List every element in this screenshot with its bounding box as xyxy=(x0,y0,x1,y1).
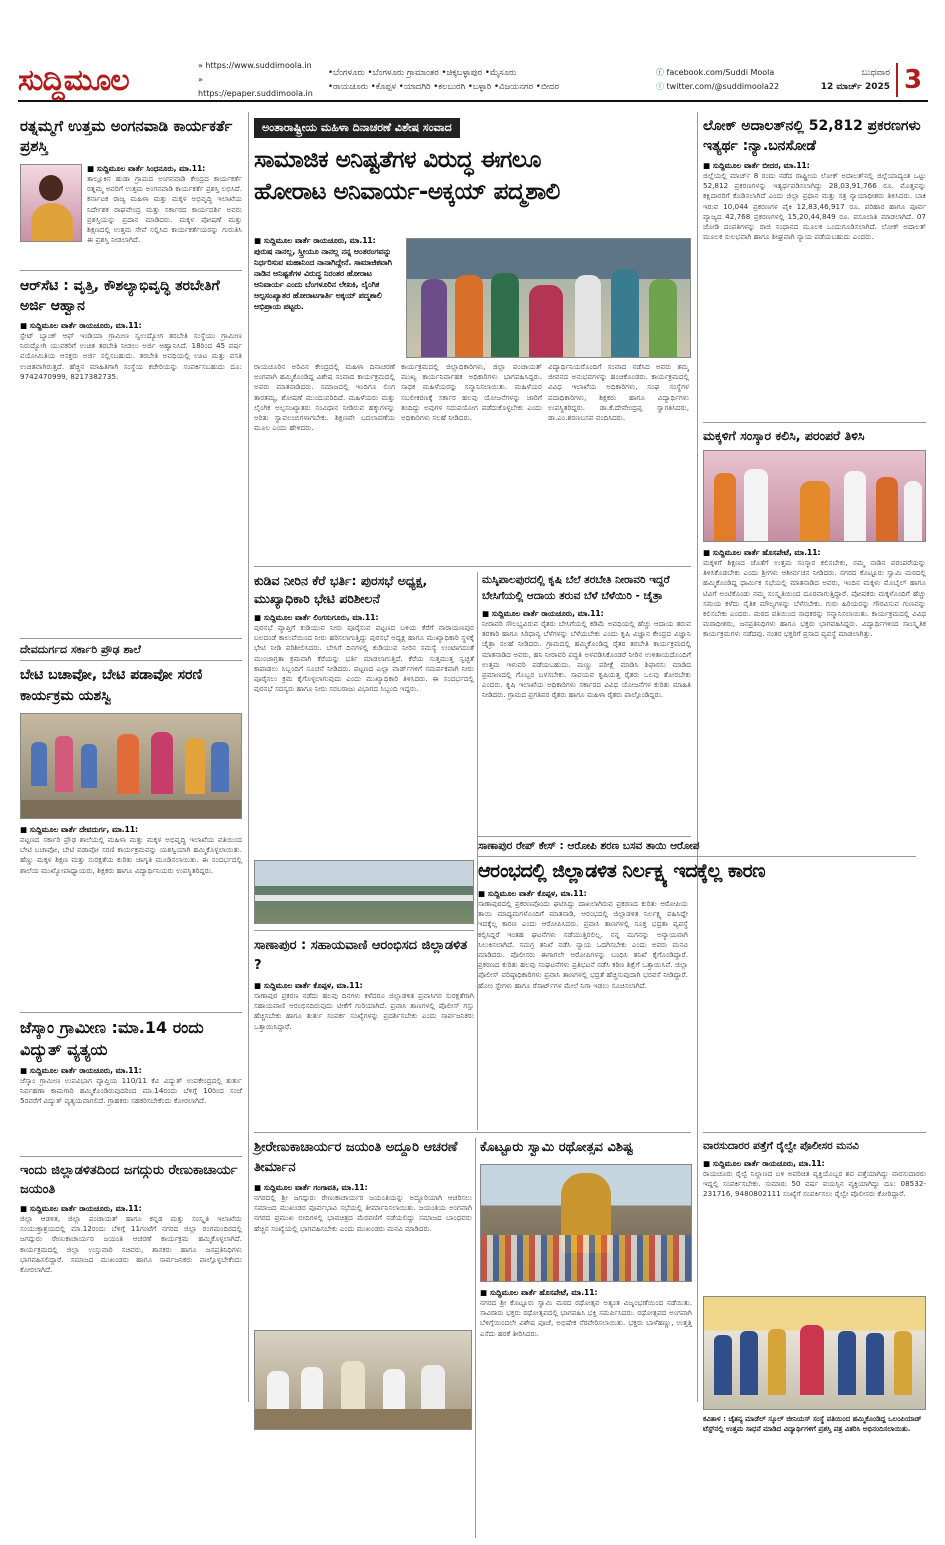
story-body: ಪುರಸಭೆ ವ್ಯಾಪ್ತಿಗೆ ಕುಡಿಯುವ ನೀರು ಪೂರೈಸುವ ಪಟ್ಟಣದ ಬಳಿಯ ಕೆರೆಗೆ ನಾರಾಯಣಪುರ ಬಲದಂಡೆ ಕಾಲುವೆಯಿಂದ ನೀರು ಹರಿಸಲಾಗುತ್ತಿದ್ದು ಪುರಸಭೆ ಅಧ್ಯಕ್ಷ ಹಾಗೂ ಮುಖ್ಯಾಧಿಕಾರಿ ಸ್ಥಳಕ್ಕೆ ಭೇಟಿ ನೀಡಿ ಪರಿಶೀಲಿಸಿದರು. ಬೇಸಿಗೆ ದಿನಗಳಲ್ಲಿ ಕುಡಿಯುವ ನೀರಿನ ಸಮಸ್ಯೆ ಉಂಟಾಗದಂತೆ ಮುಂಜಾಗ್ರತಾ ಕ್ರಮವಾಗಿ ಕೆರೆಯನ್ನು ಭರ್ತಿ ಮಾಡಲಾಗುತ್ತಿದೆ. ಕೆರೆಯ ಸುತ್ತಮುತ್ತ ಸ್ವಚ್ಛತೆ ಕಾಪಾಡಲು ಸಿಬ್ಬಂದಿಗೆ ಸೂಚನೆ ನೀಡಿದರು. ಪಟ್ಟಣದ ಎಲ್ಲಾ ವಾರ್ಡ್‌ಗಳಿಗೆ ಸಮರ್ಪಕವಾಗಿ ನೀರು ಪೂರೈಸಲು ಕ್ರಮ ಕೈಗೊಳ್ಳಲಾಗುವುದು ಎಂದು ಮುಖ್ಯಾಧಿಕಾರಿ ತಿಳಿಸಿದರು. ಈ ಸಂದರ್ಭದಲ್ಲಿ ಪುರಸಭೆ ಸದಸ್ಯರು ಹಾಗೂ ನೀರು ಸರಬರಾಜು ವಿಭಾಗದ ಸಿಬ್ಬಂದಿ ಇದ್ದರು. xyxy=(254,623,474,694)
story-sanskara-text xyxy=(703,548,926,838)
story-divider xyxy=(20,270,242,271)
story-kicker: ಸಾಣಾಪುರ ರೇಪ್ ಕೇಸ್ : ಆರೋಪಿ ಶರಣ ಬಸವ ತಾಯಿ ಆರೋಪ xyxy=(478,840,916,857)
lead-intro-text: ಪುರುಷ ನಾನಲ್ಲ, ಸ್ತ್ರೀಯೂ ನಾನಲ್ಲ ನನ್ನ ಅಂತರಂಗವನ್ನು ನಿರ್ಧರಿಸುವ ಮಹಾನಿಂದ ನಾನಾಗಿದ್ದೇನೆ. ಸಾಮಾಜಿಕವಾಗಿ ನಾಡಿನ ಅನಿಷ್ಟತೆಗಳ ವಿರುದ್ಧ ನಿರಂತರ ಹೋರಾಟ ಅನಿವಾರ್ಯ ಎಂದು ಬೆಂಗಳೂರಿನ ಲೇಖಕಿ, ಲೈಂಗಿಕ ಅಲ್ಪಸಂಖ್ಯಾತರ ಹೋರಾಟಗಾರ್ತಿ ಅಕ್ಕಯ್ ಪದ್ಮಶಾಲಿ ಅಭಿಪ್ರಾಯ ಪಟ್ಟರು. xyxy=(254,247,392,311)
story-divider xyxy=(20,1156,242,1157)
story-title: ಮಸ್ಕಿಪಾಲಪುರದಲ್ಲಿ ಕೃಷಿ ಬೆಲೆ ತರಬೇತಿ ನೀರಾವರಿ ಇದ್ದರೆ ಬೇಸಿಗೆಯಲ್ಲಿ ಆದಾಯ ತರುವ ಬೆಳೆ ಬೆಳೆಯಿರಿ - ಚೈತ್ರಾ xyxy=(482,574,670,602)
page-number: 3 xyxy=(896,63,928,97)
story-body: ಸಾಣಾಪುರದಲ್ಲಿ ಪ್ರಕರಣವೊಂದು ಘಟಿಸಿದ್ದು ದಾಖಲಾಗಿರುವ ಪ್ರಕರಣದ ಕುರಿತು ಆರೋಪಿಯ ತಾಯಿ ಮಾಧ್ಯಮಗಳೊಂದಿಗೆ ಮಾತನಾಡಿ, ಆರಂಭದಲ್ಲಿ ಜಿಲ್ಲಾಡಳಿತ ನಿರ್ಲಕ್ಷ್ಯ ವಹಿಸಿದ್ದೇ ಇದಕ್ಕೆಲ್ಲ ಕಾರಣ ಎಂದು ಆರೋಪಿಸಿದರು. ಪ್ರವಾಸಿ ತಾಣಗಳಲ್ಲಿ ಸೂಕ್ತ ಭದ್ರತಾ ವ್ಯವಸ್ಥೆ ಕಲ್ಪಿಸಿದ್ದರೆ ಇಂತಹ ಘಟನೆಗಳು ನಡೆಯುತ್ತಿರಲಿಲ್ಲ. ನನ್ನ ಮಗನನ್ನು ಅನ್ಯಾಯವಾಗಿ ಸಿಲುಕಿಸಲಾಗಿದೆ. ಸಮಗ್ರ ತನಿಖೆ ನಡೆಸಿ ನ್ಯಾಯ ಒದಗಿಸಬೇಕು ಎಂದು ಅವರು ಮನವಿ ಮಾಡಿದರು. ಪೊಲೀಸರು ಈಗಾಗಲೇ ಆರೋಪಿಗಳನ್ನು ಬಂಧಿಸಿ ತನಿಖೆ ಕೈಗೊಂಡಿದ್ದಾರೆ. ಪ್ರಕರಣದ ಕುರಿತು ಹಲವು ಸಂಘಟನೆಗಳು ಪ್ರತಿಭಟನೆ ನಡೆಸಿ ಕಠಿಣ ಶಿಕ್ಷೆಗೆ ಒತ್ತಾಯಿಸಿವೆ. ಜಿಲ್ಲಾ ಪೊಲೀಸ್ ವರಿಷ್ಠಾಧಿಕಾರಿಗಳು ಪ್ರವಾಸಿ ತಾಣಗಳಲ್ಲಿ ಭದ್ರತೆ ಹೆಚ್ಚಿಸುವುದಾಗಿ ಭರವಸೆ ನೀಡಿದ್ದಾರೆ. ಹೋಂ ಸ್ಟೇಗಳು ಹಾಗೂ ರೆಸಾರ್ಟ್‌ಗಳ ಮೇಲೆ ನಿಗಾ ಇಡಲು ಸೂಚಿಸಲಾಗಿದೆ. xyxy=(478,899,688,990)
story-title: ಆರಂಭದಲ್ಲಿ ಜಿಲ್ಲಾಡಳಿತ ನಿರ್ಲಕ್ಷ್ಯ ಇದಕ್ಕೆಲ್ಲ ಕಾರಣ xyxy=(478,860,766,882)
story-body: ನೀರಾವರಿ ಸೌಲಭ್ಯವಿರುವ ರೈತರು ಬೇಸಿಗೆಯಲ್ಲಿ ಕಡಿಮೆ ಅವಧಿಯಲ್ಲಿ ಹೆಚ್ಚು ಆದಾಯ ತರುವ ತರಕಾರಿ ಹಾಗೂ ಸಿರಿಧಾನ್ಯ ಬೆಳೆಗಳನ್ನು ಬೆಳೆಯಬೇಕು ಎಂದು ಕೃಷಿ ವಿಜ್ಞಾನ ಕೇಂದ್ರದ ವಿಜ್ಞಾನಿ ಚೈತ್ರಾ ಸಲಹೆ ನೀಡಿದರು. ಗ್ರಾಮದಲ್ಲಿ ಹಮ್ಮಿಕೊಂಡಿದ್ದ ರೈತರ ತರಬೇತಿ ಕಾರ್ಯಕ್ರಮದಲ್ಲಿ ಮಾತನಾಡಿದ ಅವರು, ಹನಿ ನೀರಾವರಿ ಪದ್ಧತಿ ಅಳವಡಿಸಿಕೊಂಡರೆ ನೀರಿನ ಉಳಿತಾಯದೊಂದಿಗೆ ಉತ್ತಮ ಇಳುವರಿ ಪಡೆಯಬಹುದು. ಮಣ್ಣು ಪರೀಕ್ಷೆ ಮಾಡಿಸಿ ಶಿಫಾರಸು ಮಾಡಿದ ಪ್ರಮಾಣದಲ್ಲಿ ಗೊಬ್ಬರ ಬಳಸಬೇಕು. ಸಾವಯವ ಕೃಷಿಯತ್ತ ರೈತರು ಒಲವು ತೋರಬೇಕು ಎಂದರು. ಕೃಷಿ ಇಲಾಖೆಯ ಅಧಿಕಾರಿಗಳು ಸರ್ಕಾರದ ವಿವಿಧ ಯೋಜನೆಗಳ ಕುರಿತು ಮಾಹಿತಿ ನೀಡಿದರು. ಗ್ರಾಮದ ಪ್ರಗತಿಪರ ರೈತರು ಹಾಗೂ ಮಹಿಳಾ ರೈತರು ಪಾಲ್ಗೊಂಡಿದ್ದರು. xyxy=(482,619,691,700)
story-title: ಸಾಣಾಪುರ : ಸಹಾಯವಾಣಿ ಆರಂಭಿಸದ ಜಿಲ್ಲಾಡಳಿತ ? xyxy=(254,938,468,973)
story-kottur-text xyxy=(480,1288,692,1420)
newspaper-logo: ಸುದ್ದಿಮೂಲ xyxy=(18,62,129,98)
story-divider xyxy=(20,1012,242,1013)
story-body: ಮಕ್ಕಳಿಗೆ ಶಿಕ್ಷಣದ ಜೊತೆಗೆ ಉತ್ತಮ ಸಂಸ್ಕಾರ ಕಲಿಸಬೇಕು, ನಮ್ಮ ನಾಡಿನ ಪರಂಪರೆಯನ್ನು ತಿಳಿಸಿಕೊಡಬೇಕು ಎಂದು ಶ್ರೀಗಳು ಆಶೀರ್ವಚನ ನೀಡಿದರು. ನಗರದ ಕೊಟ್ಟೂರು ಸ್ವಾಮಿ ಮಠದಲ್ಲಿ ಹಮ್ಮಿಕೊಂಡಿದ್ದ ಧಾರ್ಮಿಕ ಸಭೆಯಲ್ಲಿ ಮಾತನಾಡಿದ ಅವರು, ಇಂದಿನ ಮಕ್ಕಳು ಮೊಬೈಲ್ ಹಾಗೂ ಟಿವಿಗೆ ಅಂಟಿಕೊಂಡು ನಮ್ಮ ಸಂಸ್ಕೃತಿಯಿಂದ ದೂರವಾಗುತ್ತಿದ್ದಾರೆ. ಪೋಷಕರು ಮಕ್ಕಳೊಂದಿಗೆ ಹೆಚ್ಚು ಸಮಯ ಕಳೆದು ನೈತಿಕ ಮೌಲ್ಯಗಳನ್ನು ಬೆಳೆಸಬೇಕು. ಗುರು ಹಿರಿಯರನ್ನು ಗೌರವಿಸುವ ಗುಣವನ್ನು ಕಲಿಸಬೇಕು ಎಂದರು. ಮಠದ ವತಿಯಿಂದ ಸಾಧಕರನ್ನು ಸನ್ಮಾನಿಸಲಾಯಿತು. ಕಾರ್ಯಕ್ರಮದಲ್ಲಿ ವಿವಿಧ ಮಠಾಧೀಶರು, ಜನಪ್ರತಿನಿಧಿಗಳು ಹಾಗೂ ಭಕ್ತರು ಭಾಗವಹಿಸಿದ್ದರು. ವಿದ್ಯಾರ್ಥಿಗಳಿಂದ ಸಾಂಸ್ಕೃತಿಕ ಕಾರ್ಯಕ್ರಮಗಳು ನಡೆದವು. ನಂತರ ಭಕ್ತರಿಗೆ ಪ್ರಸಾದ ವ್ಯವಸ್ಥೆ ಮಾಡಲಾಗಿತ್ತು. xyxy=(703,558,926,639)
story-dateline: ■ ಸುದ್ದಿಮೂಲ ವಾರ್ತೆ ರಾಯಚೂರು, ಮಾ.11: xyxy=(703,1159,825,1168)
rathotsava-photo xyxy=(480,1164,692,1282)
story-body: ಸ್ಟೇಟ್ ಬ್ಯಾಂಕ್ ಆಫ್ ಇಂಡಿಯಾ ಗ್ರಾಮೀಣ ಸ್ವಉದ್ಯೋಗ ತರಬೇತಿ ಸಂಸ್ಥೆಯು ಗ್ರಾಮೀಣ ನಿರುದ್ಯೋಗಿ ಯುವಕರಿಗೆ ಉಚಿತ ತರಬೇತಿ ನೀಡಲು ಅರ್ಜಿ ಆಹ್ವಾನಿಸಿದೆ. 18ರಿಂದ 45 ವರ್ಷ ವಯೋಮಿತಿಯ ಆಸಕ್ತರು ಅರ್ಜಿ ಸಲ್ಲಿಸಬಹುದು. ತರಬೇತಿ ಅವಧಿಯಲ್ಲಿ ಊಟ ಮತ್ತು ವಸತಿ ಉಚಿತವಾಗಿರುತ್ತದೆ. ಹೆಚ್ಚಿನ ಮಾಹಿತಿಗಾಗಿ ಸಂಸ್ಥೆಯ ಕಚೇರಿಯನ್ನು ಸಂಪರ್ಕಿಸಬಹುದು ದೂ: 9742470999, 8217382735. xyxy=(20,331,242,381)
lead-kicker: ಅಂತಾರಾಷ್ಟ್ರೀಯ ಮಹಿಳಾ ದಿನಾಚರಣೆ ವಿಶೇಷ ಸಂವಾದ xyxy=(254,118,460,138)
story-sanskara xyxy=(703,427,926,445)
story-title: ಬೇಟಿ ಬಚಾವೋ, ಬೇಟಿ ಪಡಾವೋ ಸರಣಿ ಕಾರ್ಯಕ್ರಮ ಯಶಸ್ವಿ xyxy=(20,667,203,704)
masthead xyxy=(18,60,928,102)
story-dateline: ■ ಸುದ್ದಿಮೂಲ ವಾರ್ತೆ ಕೊಪ್ಪಳ, ಮಾ.11: xyxy=(254,981,363,990)
story-beti-bachao xyxy=(20,643,242,953)
story-body: ಜಿಲ್ಲೆಯಲ್ಲಿ ಮಾರ್ಚ್ 8 ರಂದು ನಡೆದ ರಾಷ್ಟ್ರೀಯ ಲೋಕ್ ಅದಾಲತ್‌ನಲ್ಲಿ ಜಿಲ್ಲೆಯಾದ್ಯಂತ ಒಟ್ಟು 52,812 ಪ್ರಕರಣಗಳನ್ನು ಇತ್ಯರ್ಥಪಡಿಸಲಾಗಿದ್ದು 28,03,91,766 ರೂ. ಮೊತ್ತವನ್ನು ಕಕ್ಷಿದಾರರಿಗೆ ಕೊಡಿಸಲಾಗಿದೆ ಎಂದು ಜಿಲ್ಲಾ ಪ್ರಧಾನ ಮತ್ತು ಸತ್ರ ನ್ಯಾಯಾಧೀಶರು ತಿಳಿಸಿದರು. ಬಾಕಿ ಇರುವ 10,044 ಪ್ರಕರಣಗಳ ಪೈಕಿ 12,83,46,917 ರೂ. ಪರಿಹಾರ ಹಾಗೂ ಪೂರ್ವ ವ್ಯಾಜ್ಯದ 42,768 ಪ್ರಕರಣಗಳಲ್ಲಿ 15,20,44,849 ರೂ. ವಸೂಲಾತಿ ಮಾಡಲಾಗಿದೆ. 07 ಜೋಡಿ ದಂಪತಿಗಳನ್ನು ರಾಜಿ ಸಂಧಾನದ ಮೂಲಕ ಒಂದುಗೂಡಿಸಲಾಗಿದೆ. ಲೋಕ್ ಅದಾಲತ್ ಮೂಲಕ ಸುಲಭವಾಗಿ ಹಾಗೂ ಶೀಘ್ರವಾಗಿ ನ್ಯಾಯ ಪಡೆಯಬಹುದು ಎಂದರು. xyxy=(703,171,926,242)
column-rule xyxy=(475,1138,476,1538)
story-kottur-rathotsava xyxy=(480,1138,692,1158)
story-divider xyxy=(703,422,926,423)
story-renuka-jayanti-celebration xyxy=(254,1138,472,1271)
story-divider xyxy=(20,638,242,639)
story-body: ತಾಲ್ಲೂಕಿನ ಹುಡಾ ಗ್ರಾಮದ ಅಂಗನವಾಡಿ ಕೇಂದ್ರದ ಕಾರ್ಯಕರ್ತೆ ರತ್ನಮ್ಮ ಅವರಿಗೆ ಉತ್ತಮ ಅಂಗನವಾಡಿ ಕಾರ್ಯಕರ್ತೆ ಪ್ರಶಸ್ತಿ ಲಭಿಸಿದೆ. ಕರ್ನಾಟಕ ರಾಜ್ಯ ಮಹಿಳಾ ಮತ್ತು ಮಕ್ಕಳ ಅಭಿವೃದ್ಧಿ ಇಲಾಖೆಯ ನಿರ್ದೇಶಕ ರಾಘವೇಂದ್ರ ಮತ್ತು ಸರ್ಕಾರದ ಕಾರ್ಯದರ್ಶಿ ಅವರು ಪ್ರಶಸ್ತಿಯನ್ನು ಪ್ರದಾನ ಮಾಡಿದರು. ಮಕ್ಕಳ ಪೋಷಣೆ ಮತ್ತು ಶಿಕ್ಷಣದಲ್ಲಿ ಉತ್ತಮ ಸೇವೆ ಸಲ್ಲಿಸಿದ ಕಾರ್ಯಕರ್ತೆಯರನ್ನು ಗುರುತಿಸಿ ಈ ಪ್ರಶಸ್ತಿ ನೀಡಲಾಗಿದೆ. xyxy=(87,174,242,245)
story-divider xyxy=(254,930,474,931)
story-dateline: ■ ಸುದ್ದಿಮೂಲ ವಾರ್ತೆ ದೇವದುರ್ಗ, ಮಾ.11: xyxy=(20,825,139,834)
story-body: ಜೆಸ್ಕಾಂ ಗ್ರಾಮೀಣ ಉಪವಿಭಾಗ ವ್ಯಾಪ್ತಿಯ 110/11 ಕೆವಿ ವಿದ್ಯುತ್ ಉಪಕೇಂದ್ರದಲ್ಲಿ ತುರ್ತು ನಿರ್ವಹಣಾ ಕಾಮಗಾರಿ ಹಮ್ಮಿಕೊಂಡಿರುವುದರಿಂದ ಮಾ.14ರಂದು ಬೆಳಿಗ್ಗೆ 10ರಿಂದ ಸಂಜೆ 5ರವರೆಗೆ ವಿದ್ಯುತ್ ವ್ಯತ್ಯಯವಾಗಲಿದೆ. ಗ್ರಾಹಕರು ಸಹಕರಿಸಬೇಕೆಂದು ಕೋರಲಾಗಿದೆ. xyxy=(20,1076,242,1106)
cities-line-1: •ಬೆಂಗಳೂರು •ಬೆಂಗಳೂರು ಗ್ರಾಮಾಂತರ •ಚಿಕ್ಕಬಳ್ಳಾಪುರ •ಮೈಸೂರು xyxy=(328,68,517,78)
twitter-icon: ⓣ xyxy=(656,82,667,91)
story-dateline: ■ ಸುದ್ದಿಮೂಲ ವಾರ್ತೆ ಹೊಸಪೇಟೆ, ಮಾ.11: xyxy=(480,1288,598,1297)
column-rule xyxy=(248,112,249,1402)
story-water-tank xyxy=(254,572,474,849)
story-body: ಪಟ್ಟಣದ ಸರ್ಕಾರಿ ಪ್ರೌಢ ಶಾಲೆಯಲ್ಲಿ ಮಹಿಳಾ ಮತ್ತು ಮಕ್ಕಳ ಅಭಿವೃದ್ಧಿ ಇಲಾಖೆಯ ವತಿಯಿಂದ ಬೇಟಿ ಬಚಾವೋ, ಬೇಟಿ ಪಡಾವೋ ಸರಣಿ ಕಾರ್ಯಕ್ರಮವನ್ನು ಯಶಸ್ವಿಯಾಗಿ ಹಮ್ಮಿಕೊಳ್ಳಲಾಯಿತು. ಹೆಣ್ಣು ಮಕ್ಕಳ ಶಿಕ್ಷಣ ಮತ್ತು ಸುರಕ್ಷತೆಯ ಕುರಿತು ಜಾಗೃತಿ ಮೂಡಿಸಲಾಯಿತು. ಈ ಸಂದರ್ಭದಲ್ಲಿ ಶಾಲೆಯ ಮುಖ್ಯೋಪಾಧ್ಯಾಯರು, ಶಿಕ್ಷಕರು ಹಾಗೂ ವಿದ್ಯಾರ್ಥಿನಿಯರು ಉಪಸ್ಥಿತರಿದ್ದರು. xyxy=(20,835,242,875)
story-dateline: ■ ಸುದ್ದಿಮೂಲ ವಾರ್ತೆ ಕೊಪ್ಪಳ, ಮಾ.11: xyxy=(478,889,587,898)
story-body: ಸಾಣಾಪುರ ಪ್ರಕರಣ ನಡೆದು ಹಲವು ದಿನಗಳು ಕಳೆದರೂ ಜಿಲ್ಲಾಡಳಿತ ಪ್ರವಾಸಿಗರ ಸುರಕ್ಷತೆಗಾಗಿ ಸಹಾಯವಾಣಿ ಆರಂಭಿಸದಿರುವುದು ಟೀಕೆಗೆ ಗುರಿಯಾಗಿದೆ. ಪ್ರವಾಸಿ ತಾಣಗಳಲ್ಲಿ ಪೊಲೀಸ್ ಗಸ್ತು ಹೆಚ್ಚಿಸಬೇಕು ಹಾಗೂ ತುರ್ತು ಸಂಪರ್ಕ ಸಂಖ್ಯೆಗಳನ್ನು ಪ್ರದರ್ಶಿಸಬೇಕು ಎಂದು ಸಾರ್ವಜನಿಕರು ಒತ್ತಾಯಿಸಿದ್ದಾರೆ. xyxy=(254,991,474,1031)
lead-headline-line-1: ಸಾಮಾಜಿಕ ಅನಿಷ್ಟತೆಗಳ ವಿರುದ್ಧ ಈಗಲೂ xyxy=(254,147,541,173)
story-body: ನಗರದ ಶ್ರೀ ಕೊಟ್ಟೂರು ಸ್ವಾಮಿ ಮಠದ ರಥೋತ್ಸವ ಅತ್ಯಂತ ವಿಜೃಂಭಣೆಯಿಂದ ನಡೆಯಿತು. ಸಾವಿರಾರು ಭಕ್ತರು ರಥೋತ್ಸವದಲ್ಲಿ ಭಾಗವಹಿಸಿ ಭಕ್ತಿ ಸಮರ್ಪಿಸಿದರು. ರಥೋತ್ಸವದ ಅಂಗವಾಗಿ ಬೆಳಿಗ್ಗೆಯಿಂದಲೇ ವಿಶೇಷ ಪೂಜೆ, ಅಭಿಷೇಕ ನೆರವೇರಿಸಲಾಯಿತು. ಭಕ್ತರು ಬಾಳೆಹಣ್ಣು, ಉತ್ತತ್ತಿ ಎಸೆದು ಹರಕೆ ತೀರಿಸಿದರು. xyxy=(480,1298,692,1338)
website-link[interactable]: » https://www.suddimoola.in xyxy=(198,61,312,70)
story-divider xyxy=(254,1132,691,1133)
story-rseti-training xyxy=(20,276,242,651)
story-divider xyxy=(478,836,691,837)
twitter-link[interactable]: ⓣ twitter.com/@suddimoola22 xyxy=(656,82,780,91)
story-dateline: ■ ಸುದ್ದಿಮೂಲ ವಾರ್ತೆ ರಾಯಚೂರು, ಮಾ.11: xyxy=(20,321,142,330)
masthead-links xyxy=(198,59,318,101)
story-title: ಕೊಟ್ಟೂರು ಸ್ವಾಮಿ ರಥೋತ್ಸವ ವಿಶಿಷ್ಟ xyxy=(480,1140,633,1155)
story-title: ಲೋಕ್ ಅದಾಲತ್‌ನಲ್ಲಿ 52,812 ಪ್ರಕರಣಗಳು ಇತ್ಯರ್ಥ :ನ್ಯಾ.ಬನಸೋಡೆ xyxy=(703,118,921,154)
story-title: ಶ್ರೀರೇಣುಕಾಚಾರ್ಯರ ಜಯಂತಿ ಅದ್ದೂರಿ ಆಚರಣೆ ತೀರ್ಮಾನ xyxy=(254,1140,458,1175)
students-award-photo xyxy=(703,1296,926,1410)
story-divider xyxy=(703,1132,926,1133)
story-dateline: ■ ಸುದ್ದಿಮೂಲ ವಾರ್ತೆ ರಾಯಚೂರು, ಮಾ.11: xyxy=(20,1204,142,1213)
story-dateline: ■ ಸುದ್ದಿಮೂಲ ವಾರ್ತೆ ಲಿಂಗಸುಗೂರು, ಮಾ.11: xyxy=(254,613,379,622)
lead-body-col-1: ರಾಯಚೂರಿನ ಅರಿವಿನ ಕೇಂದ್ರದಲ್ಲಿ ಮಹಿಳಾ ದಿನಾಚರಣೆ ಅಂಗವಾಗಿ ಹಮ್ಮಿಕೊಂಡಿದ್ದ ವಿಶೇಷ ಸಂವಾದ ಕಾರ್ಯಕ್ರಮದಲ್ಲಿ ಅವರು ಮಾತನಾಡಿದರು. ಸಮಾಜದಲ್ಲಿ ಇಂದಿಗೂ ಲಿಂಗ ತಾರತಮ್ಯ, ಶೋಷಣೆ ಮುಂದುವರಿದಿದೆ. ಮಹಿಳೆಯರು ಮತ್ತು ಲೈಂಗಿಕ ಅಲ್ಪಸಂಖ್ಯಾತರು ಸಂವಿಧಾನ ನೀಡಿರುವ ಹಕ್ಕುಗಳನ್ನು ಅರಿತು ಸ್ವಾವಲಂಬಿಗಳಾಗಬೇಕು. ಶಿಕ್ಷಣವೇ ಬದಲಾವಣೆಯ ಮೂಲ ಎಂದು ಹೇಳಿದರು. xyxy=(254,362,395,433)
story-title: ಕುಡಿವ ನೀರಿನ ಕೆರೆ ಭರ್ತಿ: ಪುರಸಭೆ ಅಧ್ಯಕ್ಷ, ಮುಖ್ಯಾಧಿಕಾರಿ ಭೇಟಿ ಪರಿಶೀಲನೆ xyxy=(254,573,428,606)
story-body: ರಾಯಚೂರು ರೈಲ್ವೆ ನಿಲ್ದಾಣದ ಬಳಿ ಅಪರಿಚಿತ ವ್ಯಕ್ತಿಯೊಬ್ಬರ ಶವ ಪತ್ತೆಯಾಗಿದ್ದು ವಾರಸುದಾರರು ಇದ್ದಲ್ಲಿ ಸಂಪರ್ಕಿಸಬೇಕು. ಸುಮಾರು 50 ವರ್ಷ ವಯಸ್ಸಿನ ವ್ಯಕ್ತಿಯಾಗಿದ್ದು ದೂ: 08532-231716, 9480802111 ಸಂಖ್ಯೆಗೆ ಸಂಪರ್ಕಿಸಲು ರೈಲ್ವೇ ಪೊಲೀಸರು ಕೋರಿದ್ದಾರೆ. xyxy=(703,1169,926,1199)
lead-body xyxy=(254,362,691,560)
issue-date-text: 12 ಮಾರ್ಚ್ 2025 xyxy=(820,82,890,92)
story-divider xyxy=(254,566,691,567)
story-title: ಮಕ್ಕಳಿಗೆ ಸಂಸ್ಕಾರ ಕಲಿಸಿ, ಪರಂಪರೆ ತಿಳಿಸಿ xyxy=(703,428,865,443)
lead-event-photo xyxy=(406,238,691,358)
story-renukacharya-jayanti xyxy=(20,1161,242,1384)
facebook-link[interactable]: ⓕ facebook.com/Suddi Moola xyxy=(656,68,775,77)
lead-story xyxy=(254,116,691,208)
religious-event-photo xyxy=(703,450,926,542)
story-title: ವಾರಸುದಾರರ ಪತ್ತೆಗೆ ರೈಲ್ವೇ ಪೊಲೀಸರ ಮನವಿ xyxy=(703,1140,859,1152)
story-gescom-power-cut xyxy=(20,1017,242,1136)
story-kicker: ದೇವದುರ್ಗದ ಸರ್ಕಾರಿ ಪ್ರೌಢ ಶಾಲೆ xyxy=(20,643,242,661)
story-body: ಜಿಲ್ಲಾ ಆಡಳಿತ, ಜಿಲ್ಲಾ ಪಂಚಾಯತ್ ಹಾಗೂ ಕನ್ನಡ ಮತ್ತು ಸಂಸ್ಕೃತಿ ಇಲಾಖೆಯ ಸಂಯುಕ್ತಾಶ್ರಯದಲ್ಲಿ ಮಾ.12ರಂದು ಬೆಳಿಗ್ಗೆ 11ಗಂಟೆಗೆ ನಗರದ ಜಿಲ್ಲಾ ರಂಗಮಂದಿರದಲ್ಲಿ ಜಗದ್ಗುರು ರೇಣುಕಾಚಾರ್ಯರ ಜಯಂತಿ ಆಚರಣೆ ಕಾರ್ಯಕ್ರಮ ಹಮ್ಮಿಕೊಳ್ಳಲಾಗಿದೆ. ಕಾರ್ಯಕ್ರಮದಲ್ಲಿ ಜಿಲ್ಲಾ ಉಸ್ತುವಾರಿ ಸಚಿವರು, ಶಾಸಕರು ಹಾಗೂ ಜನಪ್ರತಿನಿಧಿಗಳು ಭಾಗವಹಿಸಲಿದ್ದಾರೆ. ಸಮಾಜದ ಮುಖಂಡರು ಹಾಗೂ ಸಾರ್ವಜನಿಕರು ಪಾಲ್ಗೊಳ್ಳಬೇಕೆಂದು ಕೋರಲಾಗಿದೆ. xyxy=(20,1214,242,1275)
story-body: ನಗರದಲ್ಲಿ ಶ್ರೀ ಜಗದ್ಗುರು ರೇಣುಕಾಚಾರ್ಯರ ಜಯಂತಿಯನ್ನು ಅದ್ದೂರಿಯಾಗಿ ಆಚರಿಸಲು ಸಮಾಜದ ಮುಖಂಡರ ಪೂರ್ವಭಾವಿ ಸಭೆಯಲ್ಲಿ ತೀರ್ಮಾನಿಸಲಾಯಿತು. ಜಯಂತಿಯ ಅಂಗವಾಗಿ ನಗರದ ಪ್ರಮುಖ ಬೀದಿಗಳಲ್ಲಿ ಭಾವಚಿತ್ರದ ಮೆರವಣಿಗೆ ನಡೆಯಲಿದ್ದು ಸಮಾಜದ ಬಾಂಧವರು ಹೆಚ್ಚಿನ ಸಂಖ್ಯೆಯಲ್ಲಿ ಭಾಗವಹಿಸಬೇಕು ಎಂದು ಮುಖಂಡರು ಮನವಿ ಮಾಡಿದರು. xyxy=(254,1193,472,1233)
rathnamma-photo xyxy=(20,164,82,242)
facebook-icon: ⓕ xyxy=(656,68,667,77)
cities-line-2: •ರಾಯಚೂರು •ಕೊಪ್ಪಳ •ಯಾದಗಿರಿ •ಕಲಬುರಗಿ •ಬಳ್ಳಾರಿ •ವಿಜಯನಗರ •ಬೀದರ xyxy=(328,82,559,92)
story-title: ಆರ್‌ಸೆಟಿ : ವೃತ್ತಿ, ಕೌಶಲ್ಯಾಭಿವೃದ್ಧಿ ತರಬೇತಿಗೆ ಅರ್ಜಿ ಆಹ್ವಾನ xyxy=(20,278,220,314)
meeting-photo xyxy=(254,1330,472,1430)
story-dateline: ■ ಸುದ್ದಿಮೂಲ ವಾರ್ತೆ ಹೊಸಪೇಟೆ, ಮಾ.11: xyxy=(703,548,821,557)
column-rule xyxy=(697,112,698,1402)
lead-dateline: ■ ಸುದ್ದಿಮೂಲ ವಾರ್ತೆ ರಾಯಚೂರು, ಮಾ.11: xyxy=(254,236,376,245)
story-dateline: ■ ಸುದ್ದಿಮೂಲ ವಾರ್ತೆ ರಾಯಚೂರು, ಮಾ.11: xyxy=(20,1066,142,1075)
story-title: ಜೆಸ್ಕಾಂ ಗ್ರಾಮೀಣ :ಮಾ.14 ರಂದು ವಿದ್ಯುತ್ ವ್ಯತ್ಯಯ xyxy=(20,1018,204,1059)
school-event-photo xyxy=(20,713,242,819)
story-title: ರತ್ನಮ್ಮಗೆ ಉತ್ತಮ ಅಂಗನವಾಡಿ ಕಾರ್ಯಕರ್ತೆ ಪ್ರಶಸ್ತಿ xyxy=(20,117,233,155)
issue-day: ಬುಧವಾರ xyxy=(861,68,890,78)
story-dateline: ■ ಸುದ್ದಿಮೂಲ ವಾರ್ತೆ ಸಿಂಧನೂರು, ಮಾ.11: xyxy=(87,164,206,173)
story-title: ಇಂದು ಜಿಲ್ಲಾಡಳಿತದಿಂದ ಜಗದ್ಗುರು ರೇಣುಕಾಚಾರ್ಯ ಜಯಂತಿ xyxy=(20,1163,238,1197)
issue-date xyxy=(806,66,896,94)
story-sanapur-case xyxy=(478,840,916,1123)
story-anganwadi-award xyxy=(20,116,242,246)
story-dateline: ■ ಸುದ್ದಿಮೂಲ ವಾರ್ತೆ ಗಂಗಾವತಿ, ಮಾ.11: xyxy=(254,1183,368,1192)
lead-body-col-2: ಕಾರ್ಯಕ್ರಮದಲ್ಲಿ ಜಿಲ್ಲಾಧಿಕಾರಿಗಳು, ಜಿಲ್ಲಾ ಪಂಚಾಯತ್ ಮುಖ್ಯ ಕಾರ್ಯನಿರ್ವಾಹಕ ಅಧಿಕಾರಿಗಳು ಭಾಗವಹಿಸಿದ್ದರು. ಸಾಧಕ ಮಹಿಳೆಯರನ್ನು ಸನ್ಮಾನಿಸಲಾಯಿತು. ಮಹಿಳೆಯರ ಸಬಲೀಕರಣಕ್ಕೆ ಸರ್ಕಾರ ಹಲವು ಯೋಜನೆಗಳನ್ನು ಜಾರಿಗೆ ತಂದಿದ್ದು ಅವುಗಳ ಸದುಪಯೋಗ ಪಡೆದುಕೊಳ್ಳಬೇಕು ಎಂದು ಅಧಿಕಾರಿಗಳು ಸಲಹೆ ನೀಡಿದರು. xyxy=(401,362,542,423)
story-lok-adalat xyxy=(703,116,926,431)
story-dateline: ■ ಸುದ್ದಿಮೂಲ ವಾರ್ತೆ ಬೀದರ, ಮಾ.11: xyxy=(703,161,810,170)
lead-headline-line-2: ಹೋರಾಟ ಅನಿವಾರ್ಯ-ಅಕ್ಕಯ್ ಪದ್ಮಶಾಲಿ xyxy=(254,179,560,205)
story-sanapur-helpline xyxy=(254,936,474,1159)
story-railway-police xyxy=(703,1138,926,1273)
lead-body-col-3: ವಿದ್ಯಾರ್ಥಿನಿಯರೊಂದಿಗೆ ಸಂವಾದ ನಡೆಸಿದ ಅವರು ತಮ್ಮ ಜೀವನದ ಅನುಭವಗಳನ್ನು ಹಂಚಿಕೊಂಡರು. ಕಾರ್ಯಕ್ರಮದಲ್ಲಿ ವಿವಿಧ ಇಲಾಖೆಯ ಅಧಿಕಾರಿಗಳು, ಸಂಘ ಸಂಸ್ಥೆಗಳ ಪದಾಧಿಕಾರಿಗಳು, ಶಿಕ್ಷಕರು ಹಾಗೂ ವಿದ್ಯಾರ್ಥಿಗಳು ಉಪಸ್ಥಿತರಿದ್ದರು. ಡಾ.ಕೆ.ದೇವೇಂದ್ರಪ್ಪ ಸ್ವಾಗತಿಸಿದರು, ಡಾ.ಎಂ.ಶರಣಬಸವ ವಂದಿಸಿದರು. xyxy=(548,362,689,423)
story-dateline: ■ ಸುದ್ದಿಮೂಲ ವಾರ್ತೆ ರಾಯಚೂರು, ಮಾ.11: xyxy=(482,609,604,618)
epaper-link[interactable]: » https://epaper.suddimoola.in xyxy=(198,75,313,98)
story-farm-training xyxy=(482,572,691,809)
lead-intro xyxy=(254,236,402,368)
lake-photo xyxy=(254,860,474,924)
edition-cities xyxy=(318,66,656,94)
photo-caption: ಕವಿತಾಳ : ಚೈತನ್ಯ ಮಾಡೆಲ್ ಸ್ಕೂಲ್ ಜೀನಿಯಸ್ ಸಂಸ್ಥೆ ವತಿಯಿಂದ ಹಮ್ಮಿಕೊಂಡಿದ್ದ ಒಲಂಪಿಯಾಡ್ ಟೆಸ್ಟ್‌ನಲ್ಲಿ ಉತ್ತಮ ಸಾಧನೆ ಮಾಡಿದ ವಿದ್ಯಾರ್ಥಿಗಳಿಗೆ ಪ್ರಶಸ್ತಿ ಪತ್ರ ವಿತರಿಸಿ ಅಭಿನಂದಿಸಲಾಯಿತು. xyxy=(703,1415,922,1433)
social-links xyxy=(656,66,806,94)
